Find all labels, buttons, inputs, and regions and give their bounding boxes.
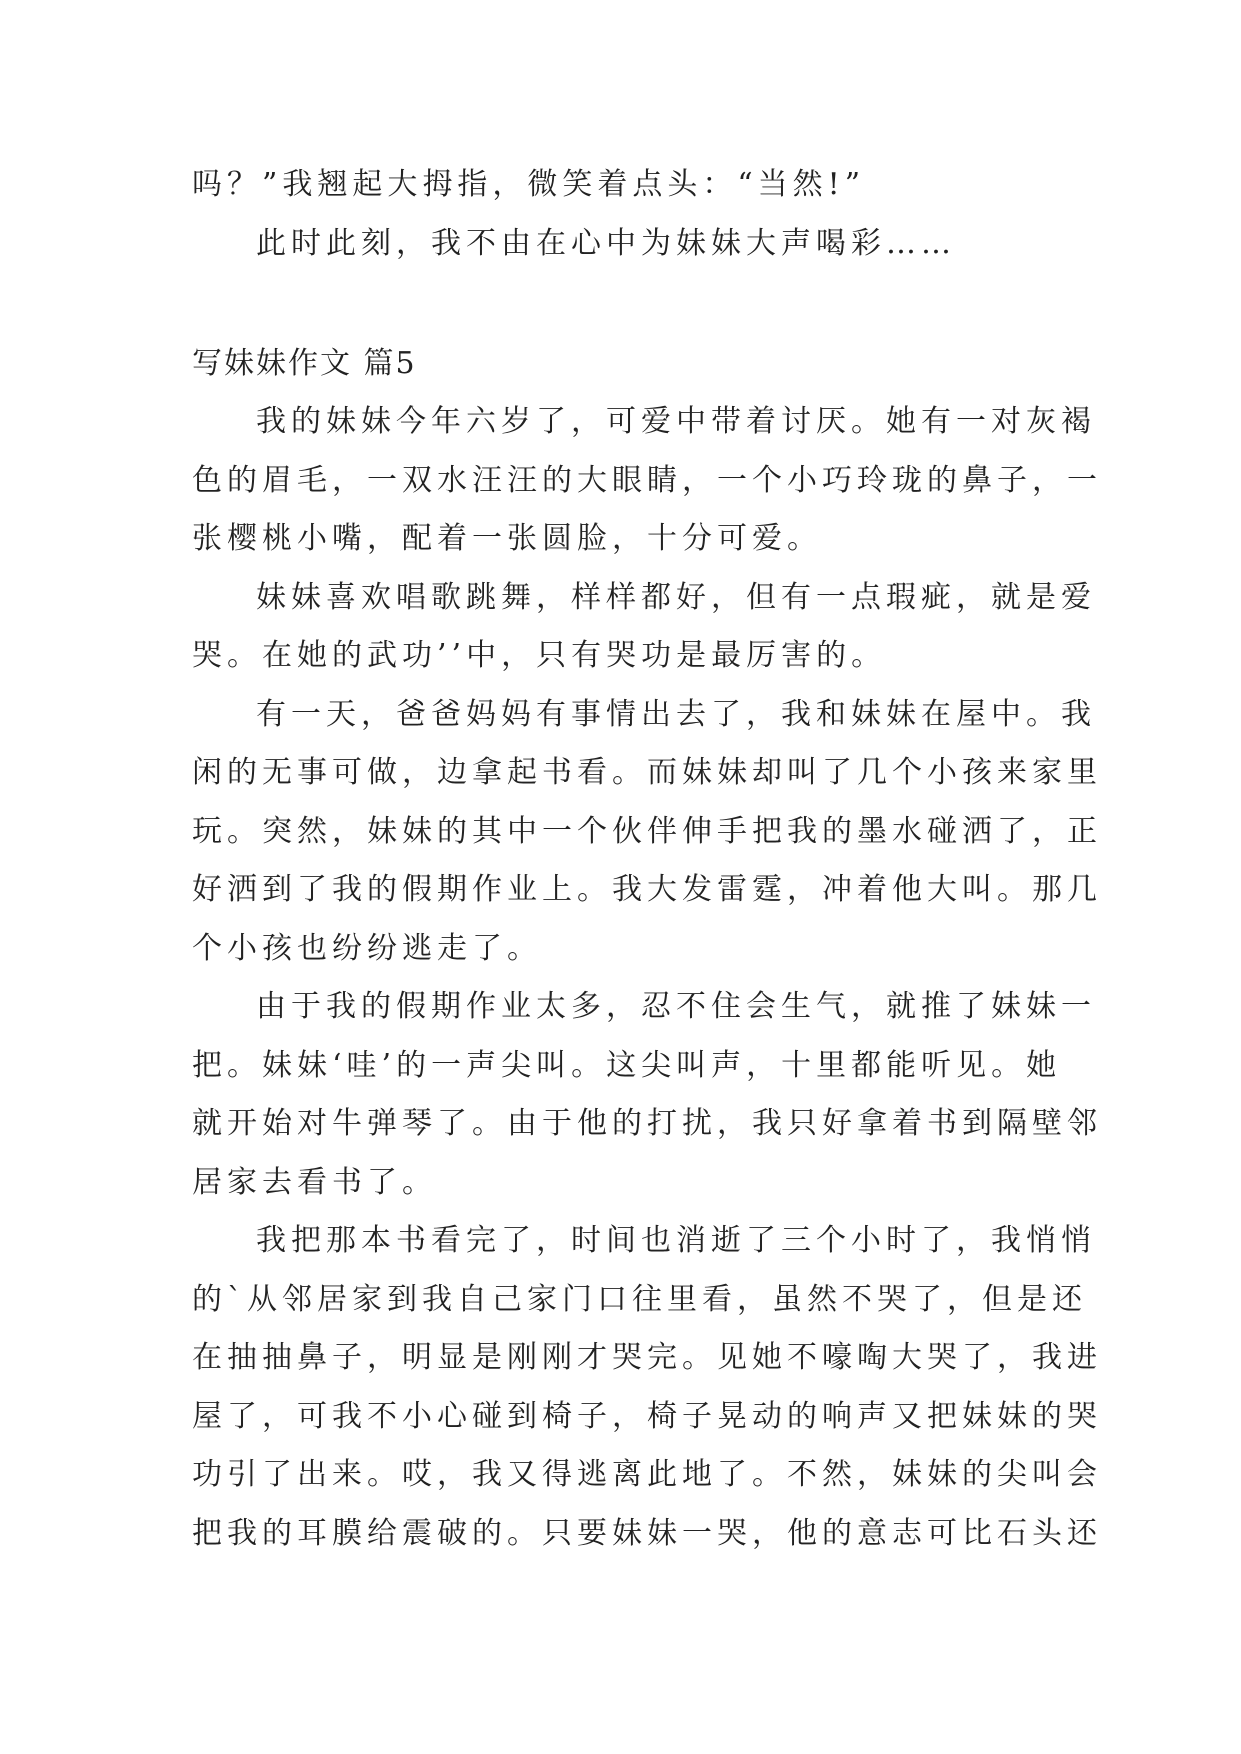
text-line: 张樱桃小嘴，配着一张圆脸，十分可爱。 — [192, 521, 822, 556]
text-line: 哭。在她的武功’’中，只有哭功是最厉害的。 — [192, 638, 887, 673]
text-line: 吗？”我翘起大拇指，微笑着点头：“当然!” — [192, 167, 866, 202]
text-line: 玩。突然，妹妹的其中一个伙伴伸手把我的墨水碰洒了，正 — [192, 814, 1102, 849]
text-line: 我把那本书看完了，时间也消逝了三个小时了，我悄悄 — [256, 1223, 1096, 1258]
text-line: 妹妹喜欢唱歌跳舞，样样都好，但有一点瑕疵，就是爱 — [256, 580, 1096, 615]
text-line: 屋了，可我不小心碰到椅子，椅子晃动的响声又把妹妹的哭 — [192, 1399, 1102, 1434]
text-line: 闲的无事可做，边拿起书看。而妹妹却叫了几个小孩来家里 — [192, 755, 1102, 790]
text-line: 就开始对牛弹琴了。由于他的打扰，我只好拿着书到隔壁邻 — [192, 1106, 1102, 1141]
text-line: 功引了出来。哎，我又得逃离此地了。不然，妹妹的尖叫会 — [192, 1457, 1102, 1492]
text-line: 把。妹妹‘哇’的一声尖叫。这尖叫声，十里都能听见。她 — [192, 1048, 1062, 1083]
text-line: 个小孩也纷纷逃走了。 — [192, 931, 542, 966]
text-line: 我的妹妹今年六岁了，可爱中带着讨厌。她有一对灰褐 — [256, 404, 1096, 439]
text-line: 把我的耳膜给震破的。只要妹妹一哭，他的意志可比石头还 — [192, 1516, 1102, 1551]
text-line: 居家去看书了。 — [192, 1165, 437, 1200]
text-line: 在抽抽鼻子，明显是刚刚才哭完。见她不嚎啕大哭了，我进 — [192, 1340, 1102, 1375]
text-line: 色的眉毛，一双水汪汪的大眼睛，一个小巧玲珑的鼻子，一 — [192, 463, 1102, 498]
text-line: 的`从邻居家到我自己家门口往里看，虽然不哭了，但是还 — [192, 1282, 1087, 1317]
section-heading: 写妹妹作文 篇5 — [192, 346, 417, 381]
text-line: 由于我的假期作业太多，忍不住会生气，就推了妹妹一 — [256, 989, 1096, 1024]
text-line: 好洒到了我的假期作业上。我大发雷霆，冲着他大叫。那几 — [192, 872, 1102, 907]
text-line: 有一天，爸爸妈妈有事情出去了，我和妹妹在屋中。我 — [256, 697, 1096, 732]
text-line: 此时此刻，我不由在心中为妹妹大声喝彩…… — [256, 226, 956, 261]
